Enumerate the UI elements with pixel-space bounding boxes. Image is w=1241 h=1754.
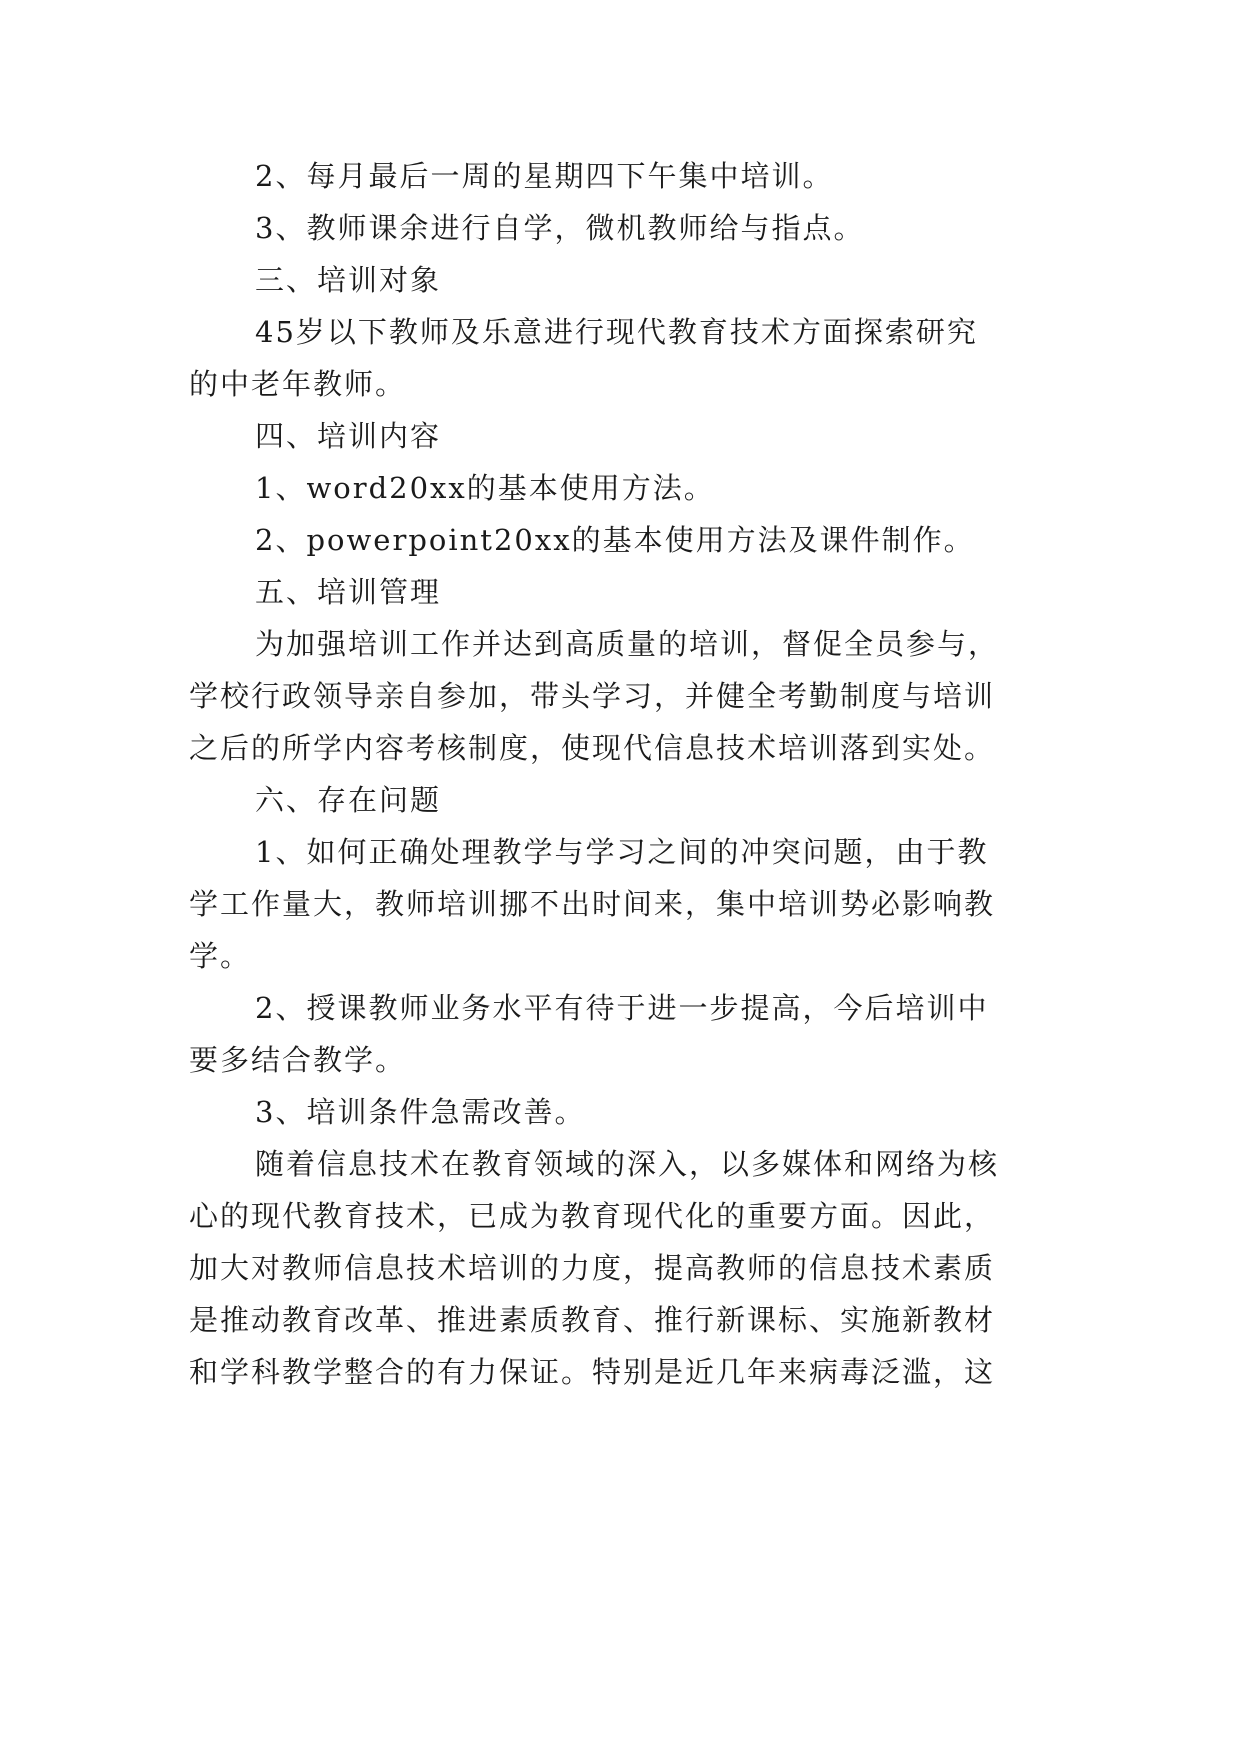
list-item: 3、培训条件急需改善。 (255, 1095, 586, 1129)
section-heading: 六、存在问题 (255, 783, 442, 817)
paragraph-line: 心的现代教育技术，已成为教育现代化的重要方面。因此， (189, 1199, 996, 1233)
section-heading: 五、培训管理 (255, 575, 442, 609)
paragraph-line: 学。 (189, 939, 252, 973)
list-item: 2、每月最后一周的星期四下午集中培训。 (255, 159, 834, 193)
paragraph-line: 为加强培训工作并达到高质量的培训，督促全员参与， (255, 627, 1000, 661)
paragraph-line: 之后的所学内容考核制度，使现代信息技术培训落到实处。 (189, 731, 996, 765)
paragraph-line: 学校行政领导亲自参加，带头学习，并健全考勤制度与培训 (189, 679, 996, 713)
list-item: 2、授课教师业务水平有待于进一步提高，今后培训中 (255, 991, 989, 1025)
paragraph-line: 学工作量大，教师培训挪不出时间来，集中培训势必影响教 (189, 887, 996, 921)
list-item: 2、powerpoint20xx的基本使用方法及课件制作。 (255, 523, 975, 557)
section-heading: 三、培训对象 (255, 263, 442, 297)
paragraph-line: 的中老年教师。 (189, 367, 407, 401)
paragraph-line: 是推动教育改革、推进素质教育、推行新课标、实施新教材 (189, 1303, 996, 1337)
paragraph-line: 45岁以下教师及乐意进行现代教育技术方面探索研究 (255, 315, 978, 349)
paragraph-line: 加大对教师信息技术培训的力度，提高教师的信息技术素质 (189, 1251, 996, 1285)
paragraph-line: 和学科教学整合的有力保证。特别是近几年来病毒泛滥，这 (189, 1355, 996, 1389)
section-heading: 四、培训内容 (255, 419, 442, 453)
paragraph-line: 要多结合教学。 (189, 1043, 407, 1077)
paragraph-line: 随着信息技术在教育领域的深入，以多媒体和网络为核 (255, 1147, 1000, 1181)
list-item: 3、教师课余进行自学，微机教师给与指点。 (255, 211, 865, 245)
list-item: 1、word20xx的基本使用方法。 (255, 471, 715, 505)
list-item: 1、如何正确处理教学与学习之间的冲突问题，由于教 (255, 835, 989, 869)
